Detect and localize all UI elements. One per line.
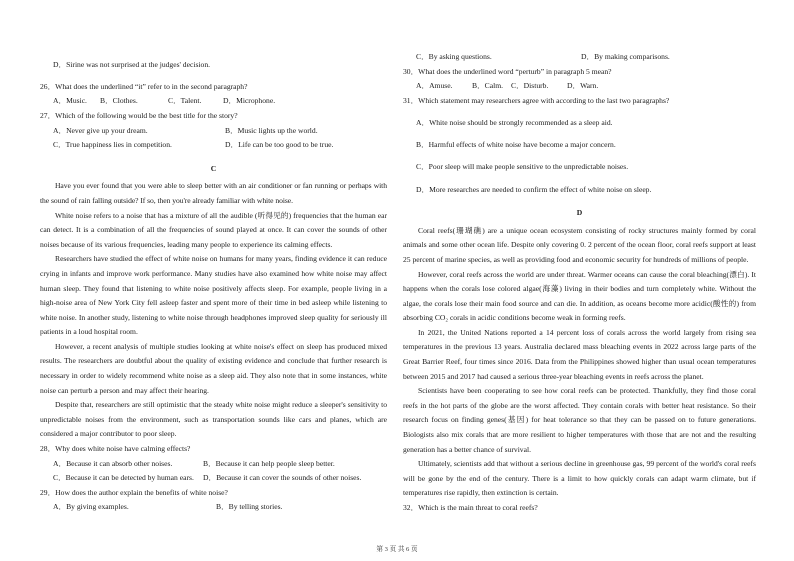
passage-c-paragraph-2: White noise refers to a noise that has a mixture of all the audible (听得见的) frequencies that the human ear can detect. It is a combination of all the frequencies of sound played at once. It can cover the sounds of other noises because of its various frequencies, leading many people to experience its calming effects. (40, 210, 387, 249)
q31-option-c: C．Poor sleep will make people sensitive to the unpredictable noises. (416, 162, 629, 172)
section-c-heading: C (210, 163, 217, 173)
q29-options-ab (40, 500, 387, 515)
q28-stem: 28．Why does white noise have calming effects? (40, 444, 191, 454)
q29-option-d: D．By making comparisons. (581, 52, 670, 61)
q30-options (403, 79, 756, 94)
q26-option-a: A．Music. (53, 96, 87, 106)
q27-options-cd (40, 138, 387, 153)
q26-option-d: D．Microphone. (223, 96, 276, 106)
q25-option-d: D．Sirine was not surprised at the judges' decision. (53, 59, 211, 69)
q27-options-ab (40, 124, 387, 139)
q29-option-a: A．By giving examples. (53, 502, 129, 512)
q29-options-cd (403, 50, 756, 65)
q27-option-a: A．Never give up your dream. (53, 125, 148, 135)
passage-d-paragraph-5: Ultimately, scientists add that without a serious decline in greenhouse gas, 99 percent of the world's coral reefs will be gone by the end of the century. There is a limit to how quickly corals can adapt warm climate, but if temperatures rise rapidly, then extinction is certain. (403, 459, 756, 498)
q30-option-c: C．Disturb. (511, 81, 549, 91)
q31-option-b: B．Harmful effects of white noise have become a major concern. (416, 140, 616, 150)
q28-option-b: B．Because it can help people sleep better. (203, 458, 335, 468)
passage-c-paragraph-5: Despite that, researchers are still optimistic that the steady white noise might reduce a sleeper's sensitivity to unpredictable noises from the environment, such as transportation sounds like cars and planes, which are considered a major contributor to poor sleep. (40, 400, 387, 439)
q32-stem: 32．Which is the main threat to coral reefs? (403, 503, 538, 512)
passage-d-paragraph-4: Scientists have been cooperating to see how coral reefs can be protected. Thankfully, they find those coral reefs in the hot parts of the globe are the worst affected. They contain corals with better heat resistance. So their research focus on finding genes(基因) for heat tolerance so that they can be passed on to future generations. Biologists also mix corals that are more resilient to higher temperatures with those that are not and the resulting generation has a better chance of survival. (403, 386, 756, 454)
q28-option-c: C．Because it can be detected by human ears. (53, 473, 194, 483)
q31-stem: 31．Which statement may researchers agree with according to the last two paragraphs? (403, 95, 670, 105)
q27-option-d: D．Life can be too good to be true. (225, 140, 334, 150)
q26-option-c: C．Talent. (168, 96, 202, 106)
passage-d-paragraph-2: However, coral reefs across the world are under threat. Warmer oceans can cause the coral bleaching(漂白). It happens when the corals lose colored algae(海藻) living in their bodies and turn completely white. Without the algae, the corals lose their main food source and can die. In addition, as oceans become more acidic(酸性的) from absorbing CO₂ corals in acidic conditions become weak in forming reefs. (403, 269, 756, 323)
q30-option-a: A．Amuse. (416, 81, 453, 91)
q31-option-d: D．More researches are needed to confirm the effect of white noise on sleep. (416, 184, 652, 194)
section-d-heading: D (576, 208, 583, 218)
q28-option-d: D．Because it can cover the sounds of other noises. (203, 473, 362, 483)
q28-option-a: A．Because it can absorb other noises. (53, 458, 173, 468)
q27-stem: 27．Which of the following would be the best title for the story? (40, 110, 238, 120)
q26-option-b: B．Clothes. (100, 96, 138, 106)
page-number-footer: 第 3 页 共 6 页 (376, 546, 418, 553)
q30-stem: 30．What does the underlined word “perturb” in paragraph 5 mean? (403, 66, 612, 76)
passage-d-paragraph-3: In 2021, the United Nations reported a 14 percent loss of corals across the world largely from rising sea temperatures in the previous 13 years. Australia declared mass bleaching events in 2022 across large parts of the Great Barrier Reef, four times since 2016. Data from the Philippines showed higher than usual ocean temperatures between 2015 and 2017 had caused a serious three-year bleaching events in reefs across the planet. (403, 327, 756, 381)
q31-option-a: A．White noise should be strongly recommended as a sleep aid. (416, 117, 613, 127)
passage-c-paragraph-1: Have you ever found that you were able to sleep better with an air conditioner or fan running or perhaps with the sound of rain falling outside? If so, then you're already familiar with white noise. (40, 181, 387, 205)
q30-option-b: B．Calm. (472, 81, 504, 91)
left-column (40, 50, 387, 515)
q28-options-cd (40, 471, 387, 486)
q27-option-c: C．True happiness lies in competition. (53, 140, 172, 150)
passage-c-paragraph-4: However, a recent analysis of multiple studies looking at white noise's effect on sleep has produced mixed results. The researchers are doubtful about the quality of existing evidence and conclude that further research is necessary in order to widely recommend white noise as a sleep aid. They also note that in some instances, white noise can perturb a person and may affect their hearing. (40, 341, 387, 395)
q26-options (40, 94, 387, 109)
right-column (403, 50, 756, 516)
q29-option-c: C．By asking questions. (416, 52, 492, 61)
passage-c-paragraph-3: Researchers have studied the effect of white noise on humans for many years, finding evidence it can reduce crying in infants and improve work performance. Many studies have also examined how white noise may affect human sleep. They found that listening to white noise positively affects sleep. For example, people living in a high-noise area of New York City fell asleep faster and spent more of their time in bed asleep while listening to white noise. In another study, listening to white noise through headphones improved sleep quality for seriously ill patients in a loud hospital room. (40, 254, 387, 337)
q28-options-ab (40, 457, 387, 472)
q29-stem: 29．How does the author explain the benefits of white noise? (40, 487, 228, 497)
q26-stem: 26．What does the underlined “it” refer to in the second paragraph? (40, 81, 248, 91)
passage-d-paragraph-1: Coral reefs(珊瑚礁) are a unique ocean ecosystem consisting of rocky structures mainly formed by coral animals and some other ocean life. Despite only covering 0. 2 percent of the ocean floor, coral reefs support at least 25 percent of marine species, as well as providing food and economic security for hundreds of millions of people. (403, 225, 756, 264)
q30-option-d: D．Warn. (567, 81, 599, 91)
q27-option-b: B．Music lights up the world. (225, 125, 318, 135)
q29-option-b: B．By telling stories. (216, 502, 283, 512)
